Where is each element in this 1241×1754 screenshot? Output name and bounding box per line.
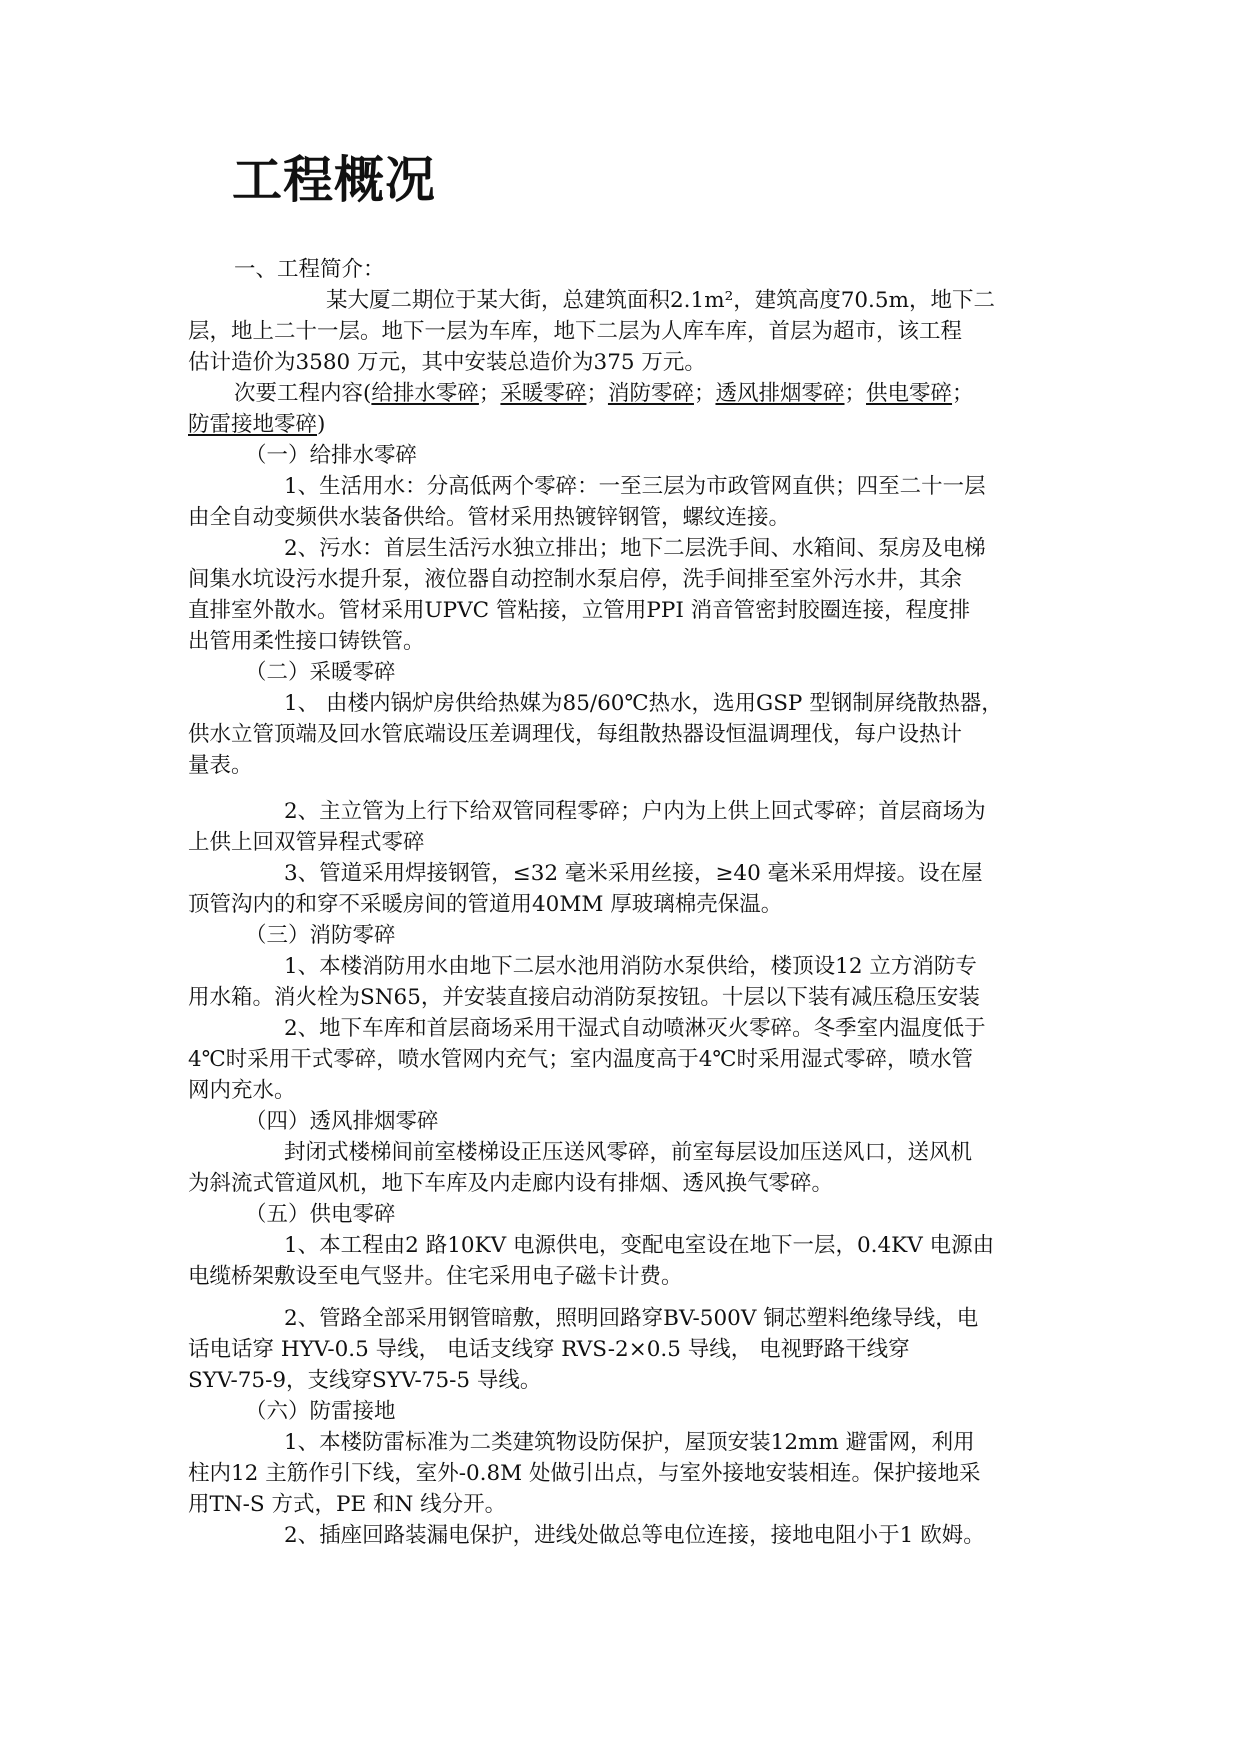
paragraph-line: 1、 由楼内锅炉房供给热媒为85/60℃热水，选用GSP 型钢制屏绕散热器， <box>284 691 1003 716</box>
section-heading-1: 一、工程简介： <box>234 257 385 282</box>
paragraph-line: 量表。 <box>188 753 253 778</box>
paragraph-line: 2、地下车库和首层商场采用干湿式自动喷淋灭火零碎。冬季室内温度低于 <box>284 1016 986 1041</box>
paragraph-line: 由全自动变频供水装备供给。管材采用热镀锌钢管，螺纹连接。 <box>188 505 791 530</box>
contents-item-water: 给排水零碎 <box>371 381 479 406</box>
separator: ； <box>478 381 501 406</box>
section-heading-heating: （二）采暖零碎 <box>245 660 396 685</box>
paragraph-line: 网内充水。 <box>188 1078 296 1103</box>
paragraph-line: 1、本楼消防用水由地下二层水池用消防水泵供给，楼顶设12 立方消防专 <box>284 954 977 979</box>
paragraph-line: 为斜流式管道风机，地下车库及内走廊内设有排烟、透风换气零碎。 <box>188 1171 834 1196</box>
paragraph-line: 3、管道采用焊接钢管，≤32 毫米采用丝接，≥40 毫米采用焊接。设在屋 <box>284 861 983 886</box>
paragraph-line: 封闭式楼梯间前室楼梯设正压送风零碎，前室每层设加压送风口，送风机 <box>284 1140 973 1165</box>
paragraph-line: 1、本工程由2 路10KV 电源供电，变配电室设在地下一层，0.4KV 电源由 <box>284 1233 995 1258</box>
paragraph-line: 2、插座回路装漏电保护，进线处做总等电位连接，接地电阻小于1 欧姆。 <box>284 1523 985 1548</box>
paragraph-line: 1、本楼防雷标准为二类建筑物设防保护，屋顶安装12mm 避雷网，利用 <box>284 1430 975 1455</box>
paragraph-line: 某大厦二期位于某大街，总建筑面积2.1m²，建筑高度70.5m，地下二 <box>326 288 995 313</box>
closing-paren: ) <box>317 412 326 437</box>
page-title: 工程概况 <box>232 151 436 209</box>
paragraph-line: 电缆桥架敷设至电气竖井。住宅采用电子磁卡计费。 <box>188 1264 683 1289</box>
contents-label: 次要工程内容( <box>234 381 372 406</box>
paragraph-line: 层，地上二十一层。地下一层为车库，地下二层为人库车库，首层为超市，该工程 <box>188 319 963 344</box>
separator: ； <box>952 381 974 406</box>
paragraph-line: 出管用柔性接口铸铁管。 <box>188 629 425 654</box>
paragraph-line: 间集水坑设污水提升泵，液位器自动控制水泵启停，洗手间排至室外污水井，其余 <box>188 567 963 592</box>
paragraph-line: 1、生活用水：分高低两个零碎：一至三层为市政管网直供；四至二十一层 <box>284 474 986 499</box>
separator: ； <box>586 381 608 406</box>
paragraph-line: 顶管沟内的和穿不采暖房间的管道用40MM 厚玻璃棉壳保温。 <box>188 892 783 917</box>
section-heading-fire: （三）消防零碎 <box>245 923 396 948</box>
section-heading-ventilation: （四）透风排烟零碎 <box>245 1109 439 1134</box>
main-contents-line <box>234 378 974 410</box>
paragraph-line: 用TN-S 方式，PE 和N 线分开。 <box>188 1492 507 1517</box>
paragraph-line: 估计造价为3580 万元，其中安装总造价为375 万元。 <box>188 350 706 375</box>
separator: ； <box>693 381 716 406</box>
separator: ； <box>844 381 867 406</box>
paragraph-line: 2、主立管为上行下给双管同程零碎；户内为上供上回式零碎；首层商场为 <box>284 799 986 824</box>
section-heading-water: （一）给排水零碎 <box>245 443 418 468</box>
paragraph-line: 上供上回双管异程式零碎 <box>188 830 425 855</box>
paragraph-line: 直排室外散水。管材采用UPVC 管粘接，立管用PPI 消音管密封胶圈连接，程度排 <box>188 598 971 623</box>
contents-item-fire: 消防零碎 <box>607 381 694 406</box>
paragraph-line: SYV-75-9，支线穿SYV-75-5 导线。 <box>188 1368 542 1393</box>
contents-item-ventilation: 透风排烟零碎 <box>715 381 845 406</box>
paragraph-line: 柱内12 主筋作引下线，室外-0.8M 处做引出点，与室外接地安装相连。保护接地采 <box>188 1461 981 1486</box>
paragraph-line: 话电话穿 HYV-0.5 导线， 电话支线穿 RVS-2×0.5 导线， 电视野路干线穿 <box>188 1337 910 1362</box>
paragraph-line: 4℃时采用干式零碎，喷水管网内充气；室内温度高于4℃时采用湿式零碎，喷水管 <box>188 1047 973 1072</box>
paragraph-line: 2、管路全部采用钢管暗敷，照明回路穿BV-500V 铜芯塑料绝缘导线，电 <box>284 1306 979 1331</box>
paragraph-line: 供水立管顶端及回水管底端设压差调理伐，每组散热器设恒温调理伐，每户设热计 <box>188 722 963 747</box>
contents-item-lightning: 防雷接地零碎 <box>188 412 318 437</box>
paragraph-line: 用水箱。消火栓为SN65，并安装直接启动消防泵按钮。十层以下装有减压稳压安装 <box>188 985 980 1010</box>
contents-item-power: 供电零碎 <box>866 381 953 406</box>
main-contents-line-2 <box>188 409 325 441</box>
paragraph-line: 2、污水：首层生活污水独立排出；地下二层洗手间、水箱间、泵房及电梯 <box>284 536 986 561</box>
section-heading-lightning: （六）防雷接地 <box>245 1399 396 1424</box>
contents-item-heating: 采暖零碎 <box>500 381 587 406</box>
section-heading-power: （五）供电零碎 <box>245 1202 396 1227</box>
